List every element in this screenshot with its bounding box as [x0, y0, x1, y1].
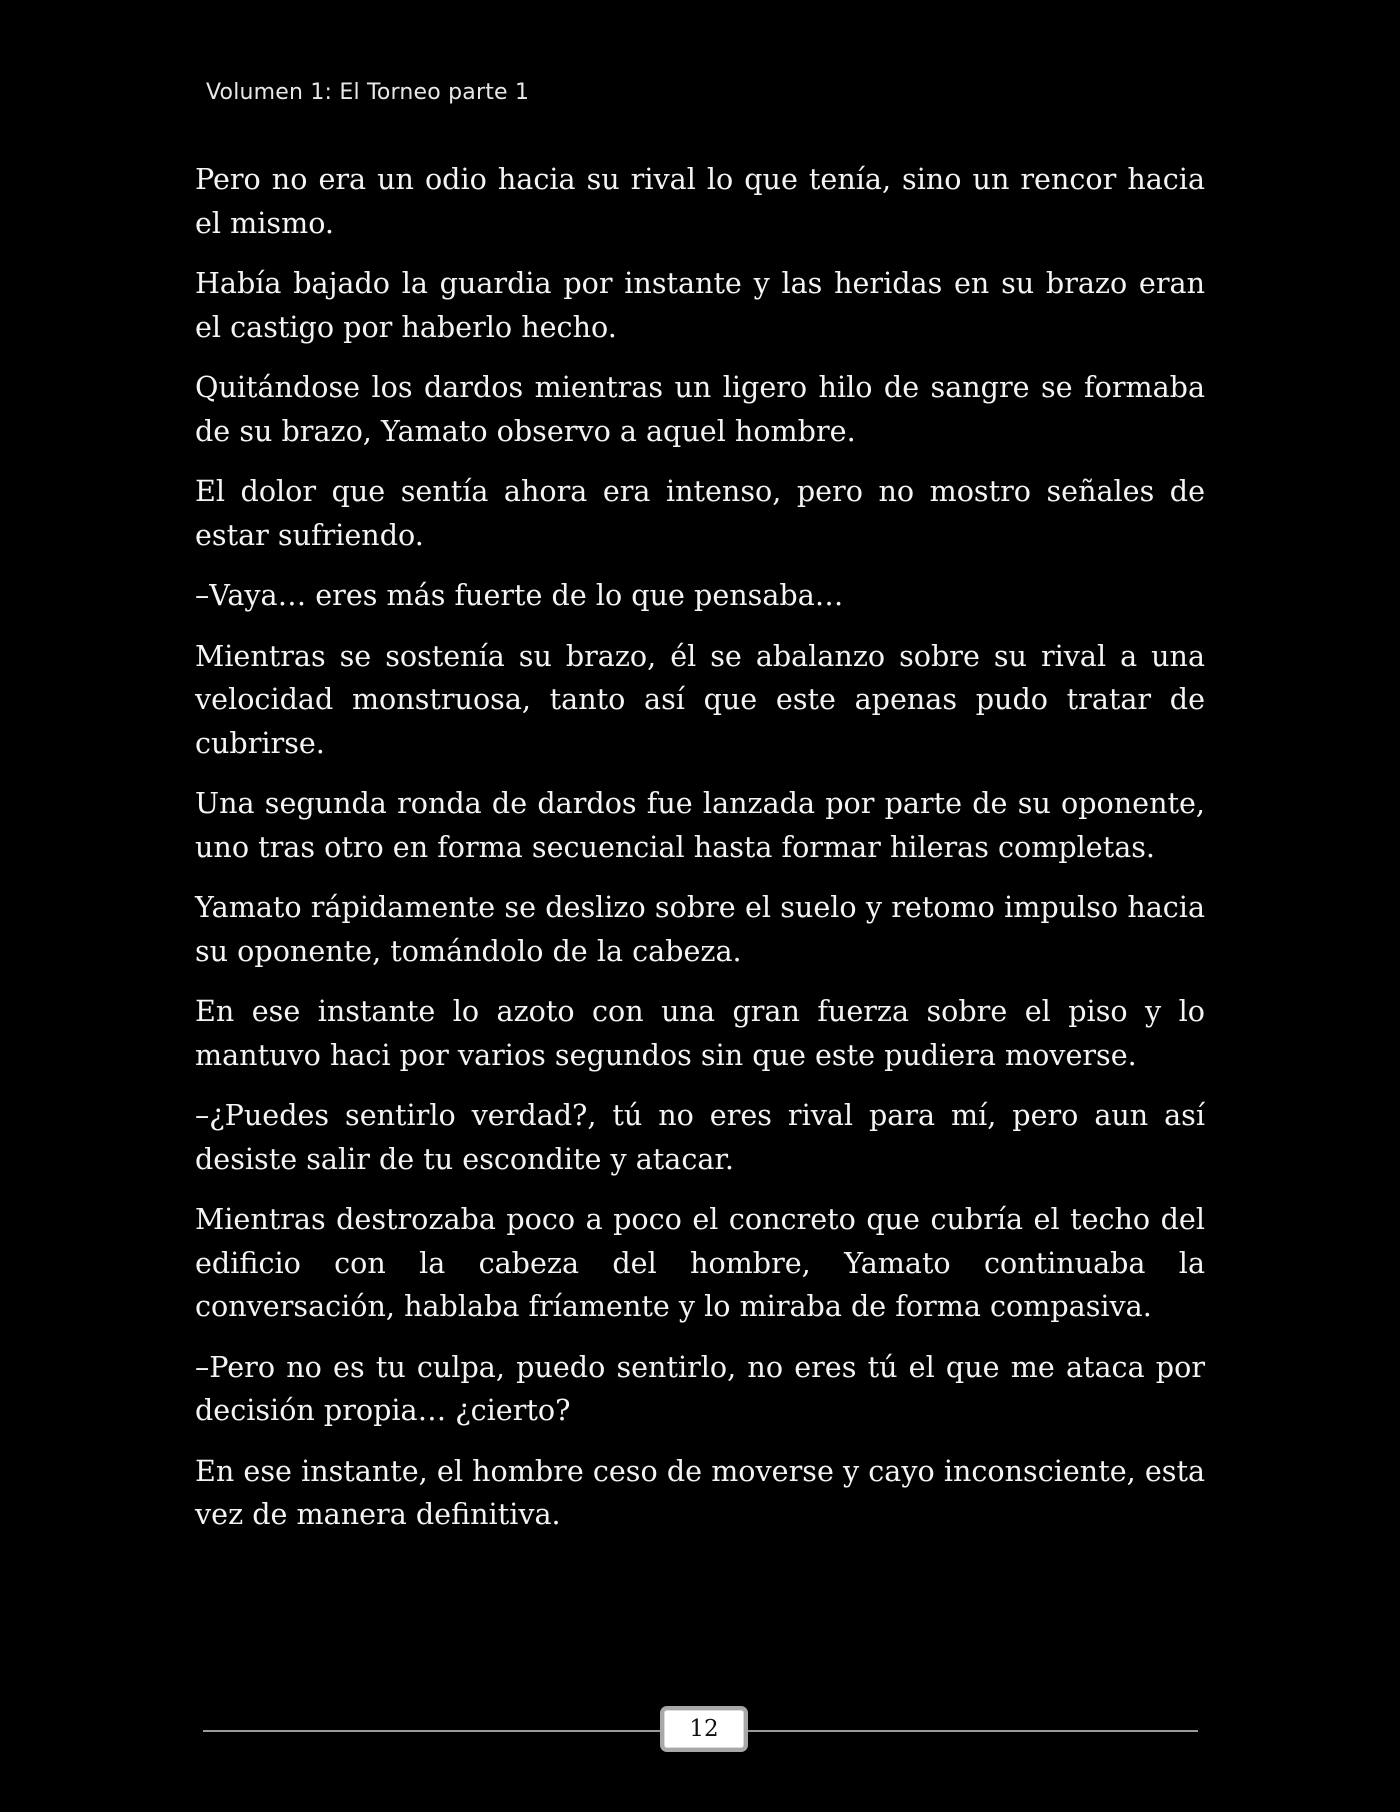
running-header: Volumen 1: El Torneo parte 1: [206, 80, 530, 105]
page-number: 12: [660, 1706, 748, 1752]
paragraph: En ese instante lo azoto con una gran fuerza sobre el piso y lo mantuvo haci por varios segundos sin que este pudiera moverse.: [195, 994, 1205, 1072]
paragraph: Había bajado la guardia por instante y las heridas en su brazo eran el castigo por haberlo hecho.: [195, 266, 1205, 344]
paragraph: El dolor que sentía ahora era intenso, pero no mostro señales de estar sufriendo.: [195, 474, 1205, 552]
paragraph: Quitándose los dardos mientras un ligero hilo de sangre se formaba de su brazo, Yamato observo a aquel hombre.: [195, 370, 1205, 448]
footer-rule-right: [748, 1730, 1198, 1732]
footer-rule-left: [203, 1730, 661, 1732]
paragraph: –Vaya… eres más fuerte de lo que pensaba…: [195, 578, 844, 612]
paragraph: En ese instante, el hombre ceso de moverse y cayo inconsciente, esta vez de manera definitiva.: [195, 1453, 1205, 1531]
paragraph: Pero no era un odio hacia su rival lo que tenía, sino un rencor hacia el mismo.: [195, 162, 1205, 240]
paragraph: –¿Puedes sentirlo verdad?, tú no eres rival para mí, pero aun así desiste salir de tu escondite y atacar.: [195, 1098, 1205, 1176]
body-text: [195, 158, 1205, 1554]
paragraph: Mientras destrozaba poco a poco el concreto que cubría el techo del edificio con la cabeza del hombre, Yamato continuaba la conversación, hablaba fríamente y lo miraba de forma compasiva.: [195, 1202, 1205, 1323]
paragraph: Yamato rápidamente se deslizo sobre el suelo y retomo impulso hacia su oponente, tomándolo de la cabeza.: [195, 890, 1205, 968]
paragraph: Mientras se sostenía su brazo, él se abalanzo sobre su rival a una velocidad monstruosa, tanto así que este apenas pudo tratar de cubrirse.: [195, 638, 1205, 760]
paragraph: Una segunda ronda de dardos fue lanzada por parte de su oponente, uno tras otro en forma secuencial hasta formar hileras completas.: [195, 786, 1205, 864]
paragraph: –Pero no es tu culpa, puedo sentirlo, no eres tú el que me ataca por decisión propia… ¿cierto?: [195, 1349, 1205, 1427]
